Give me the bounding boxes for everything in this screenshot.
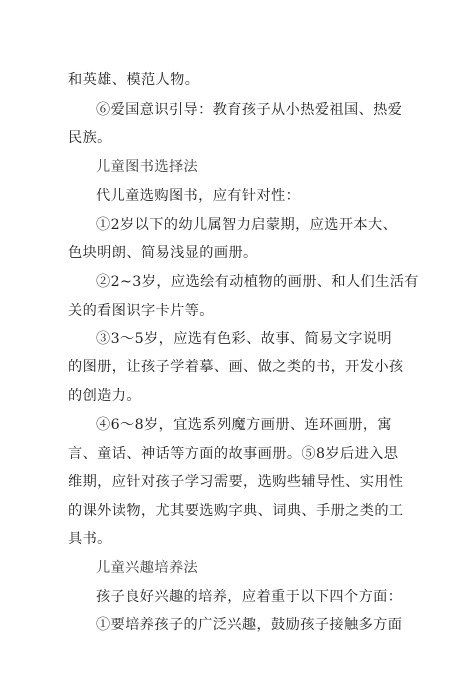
text-line: ④6～8岁，宜选系列魔方画册、连环画册，寓 [96, 417, 393, 433]
section-heading: 儿童图书选择法 [96, 159, 199, 175]
text-line: ③3～5岁，应选有色彩、故事、简易文字说明 [96, 331, 393, 347]
text-line: 代儿童选购图书，应有针对性： [96, 188, 301, 204]
text-line: 色块明朗、简易浅显的画册。 [68, 245, 258, 261]
text-line: 孩子良好兴趣的培养，应着重于以下四个方面： [96, 589, 403, 605]
text-line: 具书。 [68, 531, 112, 547]
text-line: 的图册，让孩子学着摹、画、做之类的书，开发小孩 [68, 359, 404, 375]
section-heading: 儿童兴趣培养法 [96, 560, 199, 576]
text-line: 维期，应针对孩子学习需要，选购些辅导性、实用性 [68, 474, 404, 490]
text-line: 和英雄、模范人物。 [68, 72, 200, 88]
text-line: ②2~3岁，应选绘有动植物的画册、和人们生活有 [96, 274, 419, 290]
text-line: 的课外读物，尤其要选购字典、词典、手册之类的工 [68, 503, 404, 519]
text-line: ①2岁以下的幼儿属智力启蒙期，应选开本大、 [96, 217, 398, 233]
text-line: 的创造力。 [68, 388, 141, 404]
text-line: 关的看图识字卡片等。 [68, 303, 214, 319]
text-line: ①要培养孩子的广泛兴趣，鼓励孩子接触多方面 [96, 617, 403, 633]
text-line: 言、童话、神话等方面的故事画册。⑤8岁后进入思 [68, 446, 399, 462]
text-line: ⑥爱国意识引导：教育孩子从小热爱祖国、热爱 [96, 102, 403, 118]
text-line: 民族。 [68, 130, 112, 146]
